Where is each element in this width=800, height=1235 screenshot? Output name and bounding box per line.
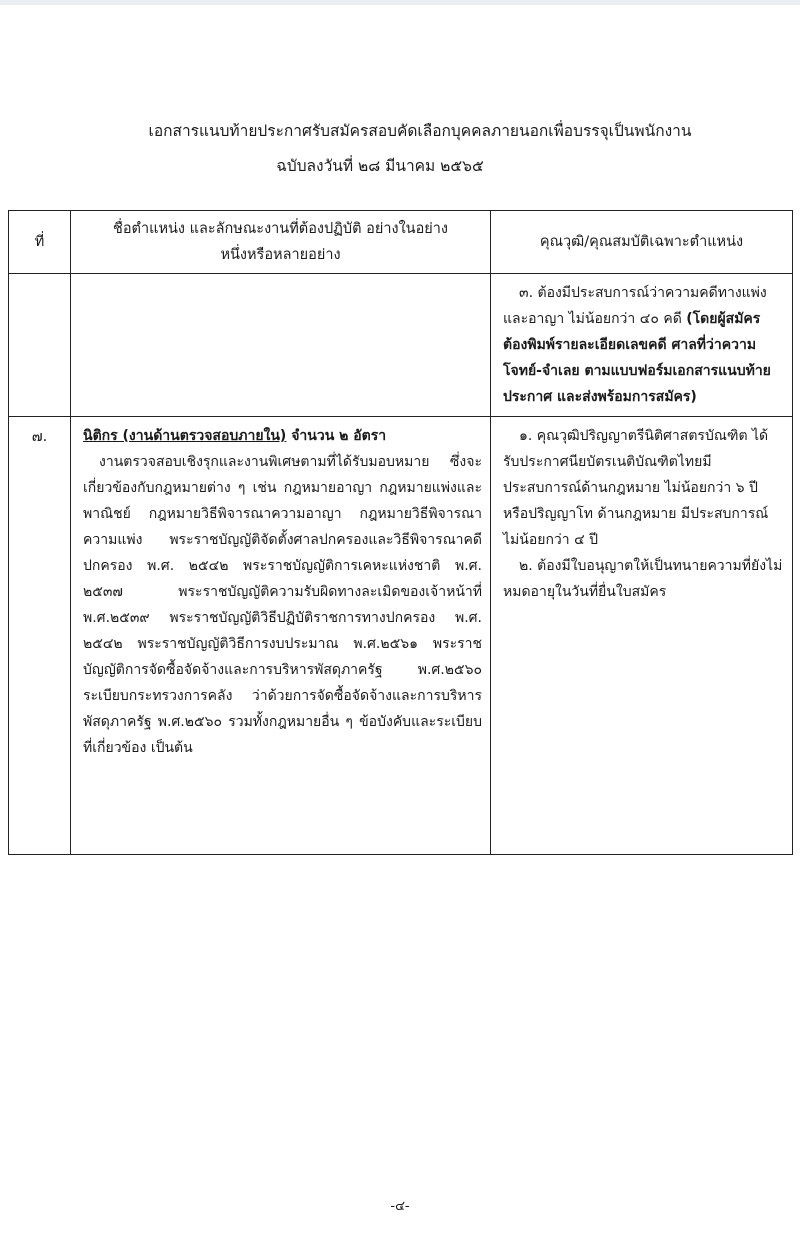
position-count: จำนวน ๒ อัตรา (286, 428, 387, 444)
page-number: -๔- (390, 1199, 410, 1214)
document-header (0, 118, 800, 178)
header-no: ที่ (9, 211, 71, 274)
header-date: ฉบับลงวันที่ ๒๘ มีนาคม ๒๕๖๕ (276, 157, 484, 175)
position-title (83, 423, 482, 449)
position-cell (71, 417, 491, 855)
qualification-item-3 (503, 280, 784, 410)
continued-position-cell (71, 274, 491, 417)
qualification-item-3-note: (โดยผู้สมัครต้องพิมพ์รายละเอียดเลขคดี ศาลที่ว่าความ โจทย์-จำเลย ตามแบบฟอร์มเอกสารแนบท้ายประกาศ และส่งพร้อมการสมัคร) (503, 311, 771, 405)
continued-qualification-cell (491, 274, 793, 417)
table-row-continued (9, 274, 793, 417)
qualification-item-2: ๒. ต้องมีใบอนุญาตให้เป็นทนายความที่ยังไม่หมดอายุในวันที่ยื่นใบสมัคร (503, 558, 783, 600)
qualification-cell (491, 417, 793, 855)
table-row (9, 417, 793, 855)
position-name: นิติกร (งานด้านตรวจสอบภายใน) (83, 428, 287, 444)
continued-no-cell (9, 274, 71, 417)
table-header-row (9, 211, 793, 274)
qualification-item-1: ๑. คุณวุฒิปริญญาตรีนิติศาสตรบัณฑิต ได้รับประกาศนียบัตรเนติบัณฑิตไทยมีประสบการณ์ด้านกฎหมาย ไม่น้อยกว่า ๖ ปี หรือปริญญาโท ด้านกฎหมาย มีประสบการณ์ไม่น้อยกว่า ๔ ปี (503, 428, 769, 548)
header-position-text: ชื่อตำแหน่ง และลักษณะงานที่ต้องปฏิบัติ อย่างในอย่างหนึ่งหรือหลายอย่าง (112, 221, 448, 263)
header-position (71, 211, 491, 274)
position-description: งานตรวจสอบเชิงรุกและงานพิเศษตามที่ได้รับมอบหมาย ซึ่งจะเกี่ยวข้องกับกฎหมายต่าง ๆ เช่น กฎหมายอาญา กฎหมายแพ่งและพาณิชย์ กฎหมายวิธีพิจารณาความอาญา กฎหมายวิธีพิจารณาความแพ่ง พระราชบัญญัติจัดตั้งศาลปกครองและวิธีพิจารณาคดีปกครอง พ.ศ. ๒๕๔๒ พระราชบัญญัติการเคหะแห่งชาติ พ.ศ. ๒๕๓๗ พระราชบัญญัติความรับผิดทางละเมิดของเจ้าหน้าที่ พ.ศ.๒๕๓๙ พระราชบัญญัติวิธีปฏิบัติราชการทางปกครอง พ.ศ. ๒๕๔๒ พระราชบัญญัติวิธีการงบประมาณ พ.ศ.๒๕๖๑ พระราชบัญญัติการจัดซื้อจัดจ้างและการบริหารพัสดุภาครัฐ พ.ศ.๒๕๖๐ ระเบียบกระทรวงการคลัง ว่าด้วยการจัดซื้อจัดจ้างและการบริหารพัสดุภาครัฐ พ.ศ.๒๕๖๐ รวมทั้งกฎหมายอื่น ๆ ข้อบังคับและระเบียบที่เกี่ยวข้อง เป็นต้น (83, 454, 482, 756)
header-qualification: คุณวุฒิ/คุณสมบัติเฉพาะตำแหน่ง (491, 211, 793, 274)
header-title: เอกสารแนบท้ายประกาศรับสมัครสอบคัดเลือกบุคคลภายนอกเพื่อบรรจุเป็นพนักงาน (148, 122, 692, 140)
row-number: ๗. (9, 417, 71, 855)
position-table (8, 210, 793, 855)
top-edge-line (0, 0, 800, 5)
qualification-item-3-text: ๓. ต้องมีประสบการณ์ว่าความคดีทางแพ่ง และอาญา ไม่น้อยกว่า ๔๐ คดี (503, 285, 767, 327)
